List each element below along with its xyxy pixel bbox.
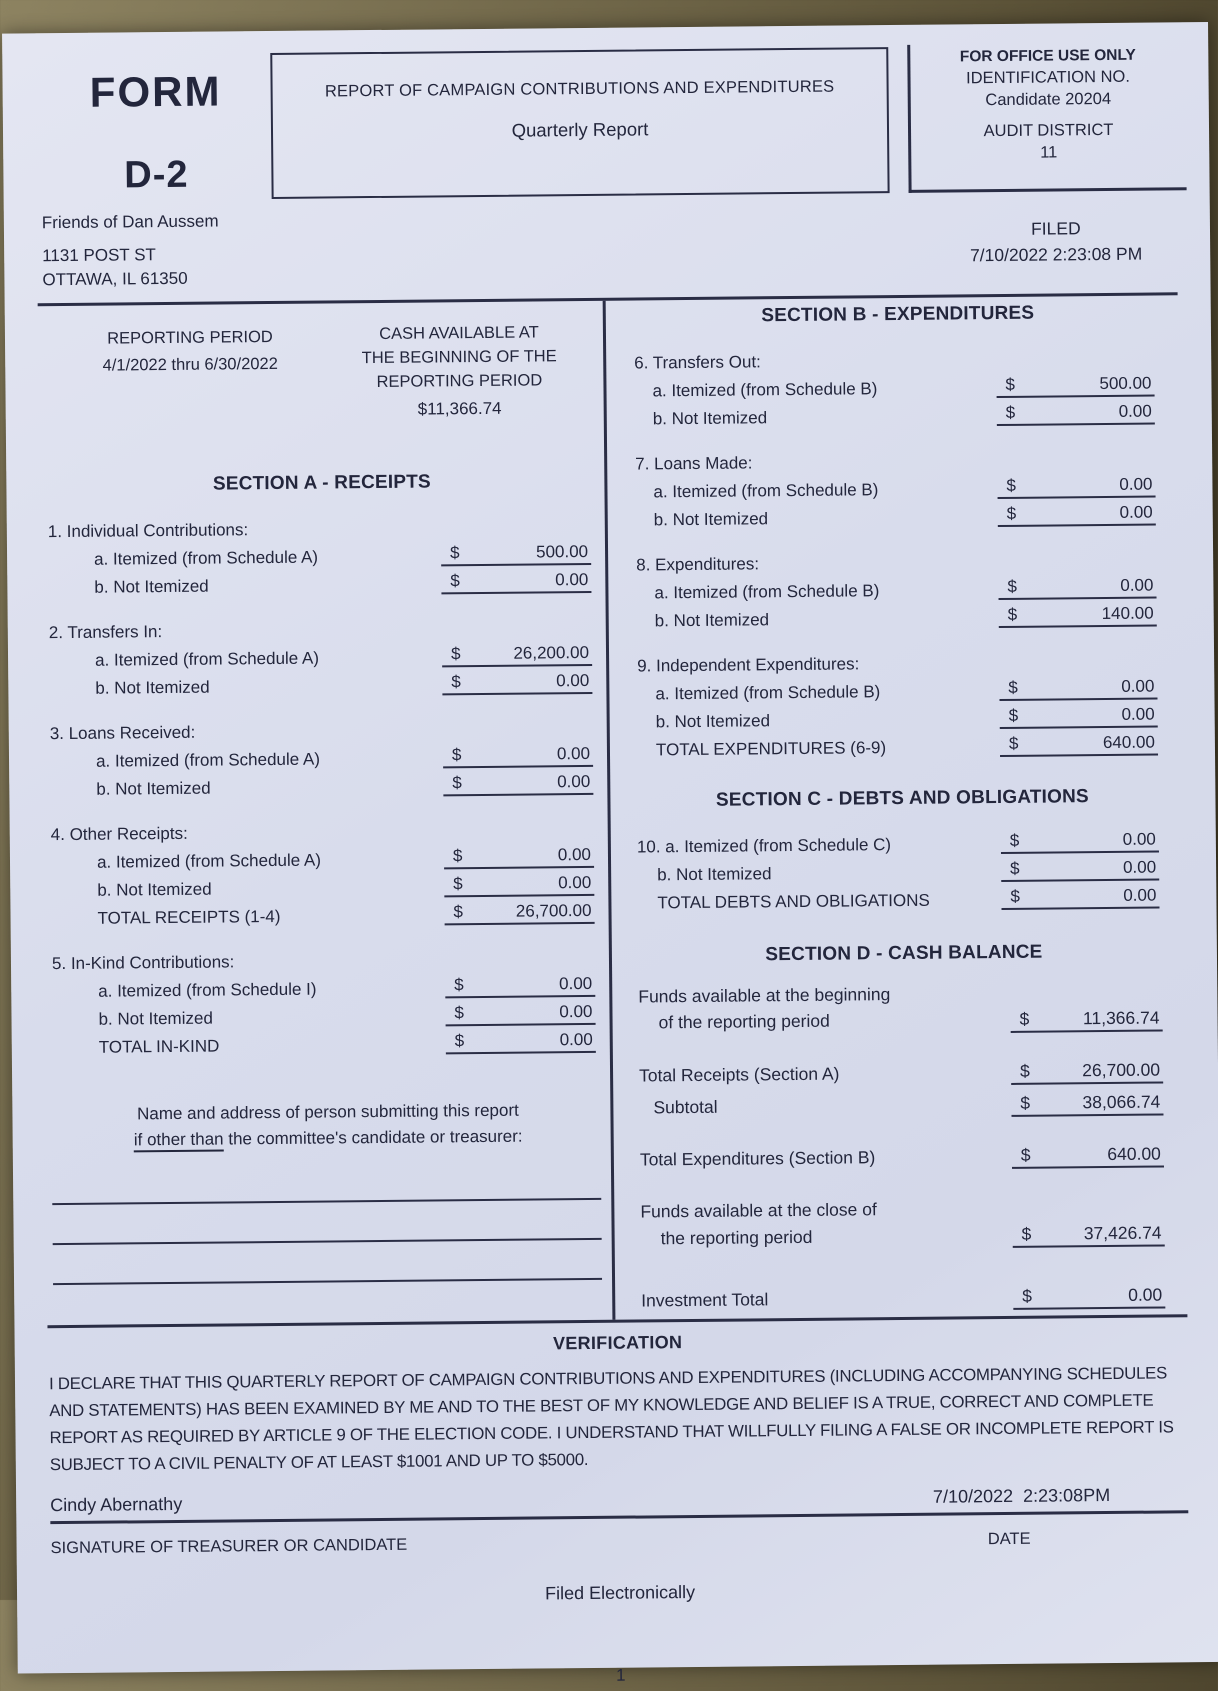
row-label-line1: Funds available at the close of <box>640 1199 877 1222</box>
row-label: b. Not Itemized <box>657 864 772 885</box>
office-use-box <box>907 42 1186 193</box>
form-header <box>2 22 1211 304</box>
identification-label: IDENTIFICATION NO. <box>966 67 1130 88</box>
amount-row <box>653 475 1155 503</box>
row-label: a. Itemized (from Schedule A) <box>94 648 320 671</box>
row-value: 0.00 <box>1122 857 1157 877</box>
currency-symbol: $ <box>1020 1092 1031 1113</box>
row-value: 500.00 <box>1099 373 1152 394</box>
currency-symbol: $ <box>453 874 463 894</box>
amount-row <box>637 830 1159 858</box>
row-value: 0.00 <box>556 671 590 691</box>
cash-balance-row <box>638 978 1162 1036</box>
period-cash-row <box>38 309 604 426</box>
amount-row <box>95 643 592 671</box>
row-label: a. Itemized (from Schedule B) <box>652 379 878 401</box>
amount-field <box>1010 1007 1162 1032</box>
amount-row <box>97 873 594 901</box>
row-value: 0.00 <box>555 570 589 590</box>
row-label: 10. a. Itemized (from Schedule C) <box>636 835 892 857</box>
cash-available-line2: THE BEGINNING OF THE <box>361 347 557 368</box>
currency-symbol: $ <box>1021 1223 1032 1244</box>
amount-field <box>998 576 1156 601</box>
currency-symbol: $ <box>1010 858 1020 878</box>
cash-balance-row <box>640 1194 1164 1252</box>
currency-symbol: $ <box>1005 374 1016 394</box>
row-label: a. Itemized (from Schedule B) <box>654 581 880 603</box>
amount-field <box>1000 705 1158 730</box>
audit-district-value: 11 <box>1040 143 1058 162</box>
cash-balance-row <box>639 1089 1163 1120</box>
currency-symbol: $ <box>1009 830 1020 850</box>
group-heading: 9. Independent Expenditures: <box>637 654 860 676</box>
amount-row <box>652 374 1154 402</box>
amount-row <box>94 542 591 570</box>
left-column <box>38 301 613 1325</box>
amount-row <box>653 402 1155 430</box>
report-subtitle: Quarterly Report <box>511 118 649 141</box>
row-label: TOTAL DEBTS AND OBLIGATIONS <box>657 890 930 913</box>
group-heading: 5. In-Kind Contributions: <box>51 952 235 974</box>
row-value: 37,426.74 <box>1083 1222 1162 1243</box>
currency-symbol: $ <box>1020 1145 1031 1166</box>
reporting-period-range: 4/1/2022 thru 6/30/2022 <box>102 355 278 375</box>
row-value: 0.00 <box>1128 1284 1163 1305</box>
row-value: 0.00 <box>1119 474 1153 494</box>
amount-field <box>1001 858 1159 883</box>
verification-title: VERIFICATION <box>552 1332 683 1354</box>
row-label: a. Itemized (from Schedule I) <box>98 980 317 1002</box>
row-label: a. Itemized (from Schedule B) <box>655 682 881 704</box>
amount-field <box>1013 1284 1165 1309</box>
row-value: 26,700.00 <box>515 901 592 922</box>
row-value: 0.00 <box>559 974 593 994</box>
currency-symbol: $ <box>454 975 464 995</box>
row-label: Total Expenditures (Section B) <box>639 1147 876 1170</box>
amount-row <box>98 1002 595 1030</box>
row-value: 0.00 <box>1121 676 1155 696</box>
currency-symbol: $ <box>1006 503 1017 523</box>
currency-symbol: $ <box>1005 402 1016 422</box>
row-label-line2: of the reporting period <box>658 1010 830 1033</box>
row-label: a. Itemized (from Schedule A) <box>94 547 319 570</box>
amount-field <box>446 1030 596 1054</box>
cash-available-line3: REPORTING PERIOD <box>376 371 543 391</box>
reporting-period <box>56 324 325 426</box>
amount-field <box>444 873 594 897</box>
page-number: 1 <box>616 1665 626 1685</box>
cash-balance-row <box>641 1282 1165 1313</box>
currency-symbol: $ <box>1022 1285 1033 1306</box>
signature-date: 7/10/2022 2:23:08PM <box>932 1484 1111 1507</box>
row-value: 0.00 <box>1118 401 1152 421</box>
submitter-note-rest: the committee's candidate or treasurer: <box>223 1126 523 1149</box>
amount-field <box>445 1002 595 1026</box>
section-b-title: SECTION B - EXPENDITURES <box>761 302 1035 327</box>
group-heading: 6. Transfers Out: <box>634 352 761 373</box>
signature-name: Cindy Abernathy <box>50 1493 183 1515</box>
amount-field <box>996 374 1154 399</box>
row-label: Total Receipts (Section A) <box>638 1063 840 1086</box>
row-value: 0.00 <box>558 873 592 893</box>
cash-available-amount: $11,366.74 <box>417 398 502 419</box>
row-label: b. Not Itemized <box>655 711 771 732</box>
row-label: TOTAL RECEIPTS (1-4) <box>97 907 281 929</box>
amount-field <box>1011 1059 1163 1084</box>
blank-signature-line <box>53 1278 602 1285</box>
row-label: b. Not Itemized <box>98 1009 213 1030</box>
amount-field <box>1000 733 1158 758</box>
row-value: 640.00 <box>1107 1143 1161 1165</box>
row-value: 140.00 <box>1101 603 1154 624</box>
committee-address-line1: 1131 POST ST <box>42 244 156 265</box>
amount-row <box>94 570 591 598</box>
currency-symbol: $ <box>450 644 461 664</box>
row-value: 0.00 <box>1123 885 1157 905</box>
submitter-note-underlined: if other than <box>134 1129 224 1152</box>
filed-electronically-note: Filed Electronically <box>544 1581 696 1603</box>
currency-symbol: $ <box>1006 475 1016 495</box>
row-value: 0.00 <box>1121 704 1155 724</box>
currency-symbol: $ <box>1008 733 1019 753</box>
committee-address-block <box>42 210 219 292</box>
form-word: FORM <box>89 67 222 116</box>
cash-available <box>328 321 591 423</box>
currency-symbol: $ <box>1007 604 1018 624</box>
row-value: 0.00 <box>1122 829 1156 849</box>
currency-symbol: $ <box>1019 1008 1030 1029</box>
right-column <box>603 295 1188 1319</box>
row-label: b. Not Itemized <box>652 408 768 429</box>
audit-district-label: AUDIT DISTRICT <box>983 120 1114 141</box>
form-identifier <box>60 67 251 198</box>
row-value: 640.00 <box>1102 732 1156 753</box>
filed-label: FILED <box>1030 218 1081 239</box>
row-label <box>638 981 890 1036</box>
amount-field <box>444 901 594 925</box>
row-label: TOTAL IN-KIND <box>98 1036 220 1058</box>
filed-stamp <box>970 215 1143 269</box>
amount-row <box>656 705 1158 733</box>
row-label: b. Not Itemized <box>94 577 209 598</box>
row-value: 0.00 <box>557 845 592 865</box>
row-label <box>640 1196 877 1251</box>
row-label: a. Itemized (from Schedule B) <box>653 480 879 502</box>
verification-declaration: I DECLARE THAT THIS QUARTERLY REPORT OF CAMPAIGN CONTRIBUTIONS AND EXPENDITURES (INCLUDING ACCOMPANYING SCHEDULES AND STATEMENTS) HAS BEEN EXAMINED BY ME AND TO THE BEST OF MY KNOWLEDGE AND BELIEF IS A TRUE, CORRECT AND COMPLETE REPORT AS REQUIRED BY ARTICLE 9 OF THE ELECTION CODE. I UNDERSTAND THAT WILLFULLY FILING A FALSE OR INCOMPLETE REPORT IS SUBJECT TO A CIVIL PENALTY OF AT LEAST $1001 AND UP TO $5000. <box>48 1363 1174 1474</box>
cash-balance-row <box>640 1141 1164 1172</box>
currency-symbol: $ <box>450 571 460 591</box>
amount-field <box>1011 1091 1163 1116</box>
amount-field <box>442 643 592 667</box>
amount-field <box>999 604 1157 629</box>
currency-symbol: $ <box>452 846 463 866</box>
row-value: 11,366.74 <box>1082 1007 1160 1028</box>
filed-datetime: 7/10/2022 2:23:08 PM <box>969 243 1143 266</box>
total-row <box>656 733 1158 761</box>
row-value: 0.00 <box>559 1030 593 1050</box>
submitter-note <box>45 1097 610 1153</box>
row-value: 0.00 <box>556 744 591 764</box>
row-label-line1: Funds available at the beginning <box>638 984 891 1007</box>
amount-field <box>441 542 591 566</box>
section-d-title: SECTION D - CASH BALANCE <box>765 941 1043 966</box>
row-value: 0.00 <box>557 772 591 792</box>
row-value: 0.00 <box>1120 575 1154 595</box>
row-value: 0.00 <box>1119 502 1153 522</box>
currency-symbol: $ <box>452 773 462 793</box>
amount-field <box>997 475 1155 500</box>
amount-row <box>95 671 592 699</box>
section-a-title: SECTION A - RECEIPTS <box>212 471 431 495</box>
row-label: a. Itemized (from Schedule A) <box>95 749 321 772</box>
group-heading: 8. Expenditures: <box>636 554 760 575</box>
amount-row <box>98 974 595 1002</box>
cash-balance-row <box>639 1057 1163 1088</box>
group-heading: 2. Transfers In: <box>48 622 163 643</box>
row-label: Investment Total <box>641 1289 769 1311</box>
amount-field <box>998 503 1156 528</box>
group-heading: 4. Other Receipts: <box>50 824 188 845</box>
currency-symbol: $ <box>1008 677 1018 697</box>
currency-symbol: $ <box>454 1003 465 1023</box>
form-body <box>38 292 1188 1328</box>
cash-available-line1: CASH AVAILABLE AT <box>379 323 539 343</box>
currency-symbol: $ <box>1007 576 1017 596</box>
report-title-box <box>270 47 889 199</box>
row-label: TOTAL EXPENDITURES (6-9) <box>655 738 887 760</box>
submitter-note-line1: Name and address of person submitting this report <box>136 1101 519 1124</box>
blank-signature-line <box>53 1238 602 1245</box>
amount-field <box>445 974 595 998</box>
amount-field <box>444 845 594 869</box>
report-title: REPORT OF CAMPAIGN CONTRIBUTIONS AND EXPENDITURES <box>324 77 835 101</box>
date-label: DATE <box>987 1529 1031 1548</box>
submitter-note-line2 <box>46 1123 611 1154</box>
currency-symbol: $ <box>453 902 464 922</box>
amount-field <box>1001 830 1159 855</box>
row-label: b. Not Itemized <box>95 678 210 699</box>
scanned-form-page <box>2 22 1218 1685</box>
currency-symbol: $ <box>1010 886 1020 906</box>
verification-section <box>48 1317 1189 1690</box>
amount-field <box>999 677 1157 702</box>
currency-symbol: $ <box>451 672 461 692</box>
signature-line <box>50 1474 1188 1524</box>
row-label: Subtotal <box>653 1096 718 1118</box>
committee-name: Friends of Dan Aussem <box>41 211 219 233</box>
amount-row <box>96 772 593 800</box>
currency-symbol: $ <box>1008 705 1019 725</box>
amount-field <box>997 402 1155 427</box>
amount-row <box>97 845 594 873</box>
row-label: b. Not Itemized <box>97 880 212 901</box>
amount-row <box>657 858 1159 886</box>
amount-field <box>1012 1144 1164 1169</box>
group-heading: 1. Individual Contributions: <box>47 520 249 542</box>
amount-field <box>1013 1222 1165 1247</box>
group-heading: 7. Loans Made: <box>635 453 753 474</box>
currency-symbol: $ <box>449 543 460 563</box>
committee-address-line2: OTTAWA, IL 61350 <box>42 268 188 289</box>
row-value: 0.00 <box>559 1002 593 1022</box>
office-use-label: FOR OFFICE USE ONLY <box>959 46 1136 66</box>
group-heading: 3. Loans Received: <box>49 723 196 744</box>
currency-symbol: $ <box>1019 1060 1030 1081</box>
amount-row <box>655 604 1157 632</box>
reporting-period-title: REPORTING PERIOD <box>107 327 273 348</box>
amount-row <box>654 576 1156 604</box>
amount-field <box>441 570 591 594</box>
signature-labels <box>51 1528 1189 1558</box>
row-value: 26,200.00 <box>513 643 590 664</box>
amount-field <box>1001 886 1159 911</box>
row-value: 26,700.00 <box>1082 1059 1161 1081</box>
blank-signature-line <box>52 1198 601 1205</box>
amount-field <box>442 671 592 695</box>
amount-field <box>443 744 593 768</box>
amount-row <box>655 677 1157 705</box>
currency-symbol: $ <box>451 745 462 765</box>
section-c-title: SECTION C - DEBTS AND OBLIGATIONS <box>715 786 1089 811</box>
total-row <box>99 1030 596 1058</box>
signature-label: SIGNATURE OF TREASURER OR CANDIDATE <box>50 1535 408 1557</box>
amount-row <box>654 503 1156 531</box>
row-label: b. Not Itemized <box>653 509 769 530</box>
row-value: 38,066.74 <box>1082 1091 1161 1113</box>
currency-symbol: $ <box>454 1031 465 1051</box>
row-label: b. Not Itemized <box>96 779 211 800</box>
amount-field <box>443 772 593 796</box>
candidate-id: Candidate 20204 <box>985 89 1112 110</box>
total-row <box>657 886 1159 914</box>
form-number: D-2 <box>124 153 189 197</box>
row-label: a. Itemized (from Schedule A) <box>96 850 322 873</box>
row-label: b. Not Itemized <box>654 610 770 631</box>
row-label-line2: the reporting period <box>660 1226 813 1248</box>
amount-row <box>96 744 593 772</box>
total-row <box>97 901 594 929</box>
row-value: 500.00 <box>535 542 589 562</box>
